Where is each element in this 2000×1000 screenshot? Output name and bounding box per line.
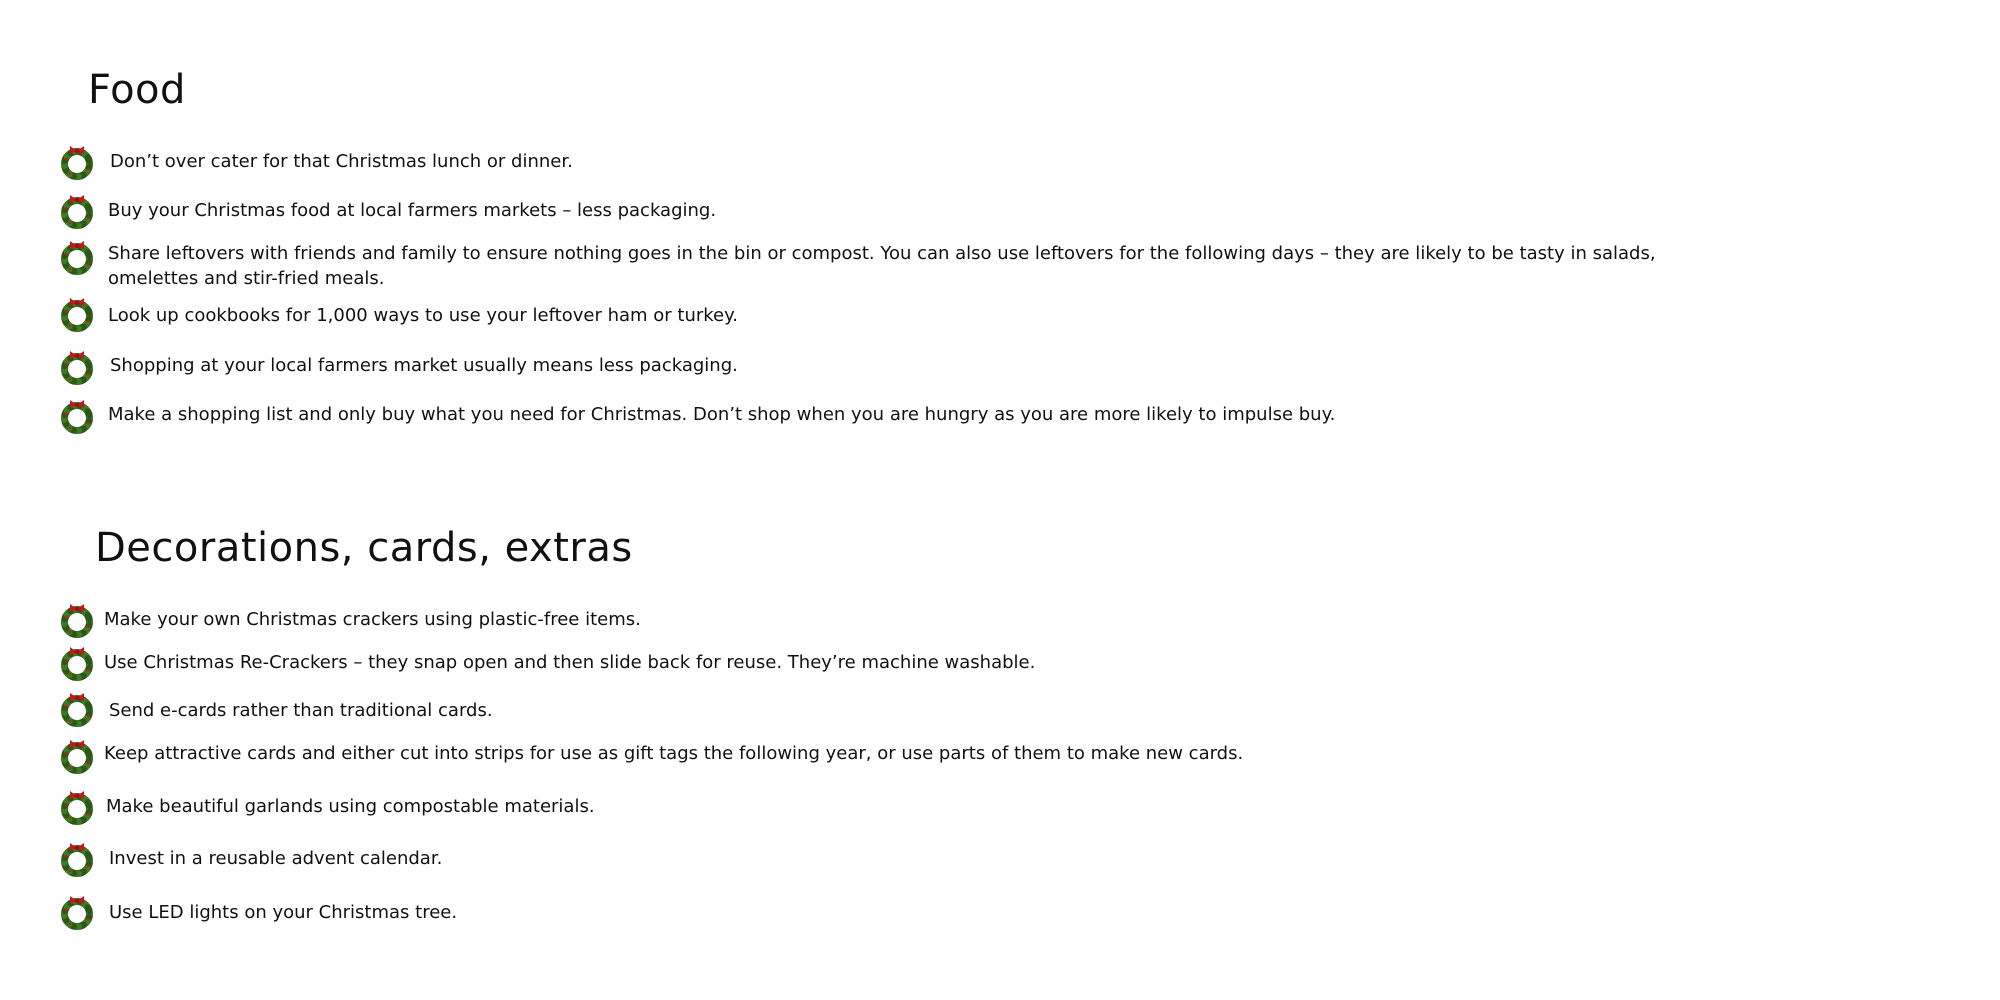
christmas-wreath-icon	[58, 601, 96, 641]
list-item-text: Look up cookbooks for 1,000 ways to use your leftover ham or turkey.	[108, 305, 738, 326]
christmas-wreath-icon	[58, 397, 96, 437]
list-item-text: Use LED lights on your Christmas tree.	[109, 902, 458, 923]
list-item-text: Keep attractive cards and either cut into strips for use as gift tags the following year, or use parts of them to make new cards.	[104, 743, 1244, 764]
christmas-wreath-icon	[58, 737, 96, 777]
list-item-text: Make beautiful garlands using compostable materials.	[106, 796, 595, 817]
list-item-text: Invest in a reusable advent calendar.	[109, 848, 443, 869]
christmas-wreath-icon	[58, 788, 96, 828]
list-item-text: Shopping at your local farmers market usually means less packaging.	[110, 355, 738, 376]
list-item-text: Share leftovers with friends and family to ensure nothing goes in the bin or compost. You can also use leftovers for the following days – they are likely to be tasty in salads, omelettes and stir-fried meals.	[108, 243, 1656, 289]
christmas-wreath-icon	[58, 143, 96, 183]
list-item-text: Send e-cards rather than traditional cards.	[109, 700, 493, 721]
christmas-wreath-icon	[58, 840, 96, 880]
christmas-wreath-icon	[58, 192, 96, 232]
list-item-text: Make your own Christmas crackers using plastic-free items.	[104, 609, 641, 630]
list-item-text: Use Christmas Re-Crackers – they snap open and then slide back for reuse. They’re machine washable.	[104, 652, 1036, 673]
list-item-text: Buy your Christmas food at local farmers markets – less packaging.	[108, 200, 717, 221]
list-item-text: Make a shopping list and only buy what you need for Christmas. Don’t shop when you are hungry as you are more likely to impulse buy.	[108, 404, 1336, 425]
christmas-wreath-icon	[58, 295, 96, 335]
christmas-wreath-icon	[58, 644, 96, 684]
list-item-text: Don’t over cater for that Christmas lunch or dinner.	[110, 151, 573, 172]
section-title-food: Food	[88, 67, 186, 113]
christmas-wreath-icon	[58, 238, 96, 278]
christmas-wreath-icon	[58, 893, 96, 933]
christmas-wreath-icon	[58, 690, 96, 730]
section-title-decorations: Decorations, cards, extras	[95, 525, 633, 571]
christmas-wreath-icon	[58, 348, 96, 388]
